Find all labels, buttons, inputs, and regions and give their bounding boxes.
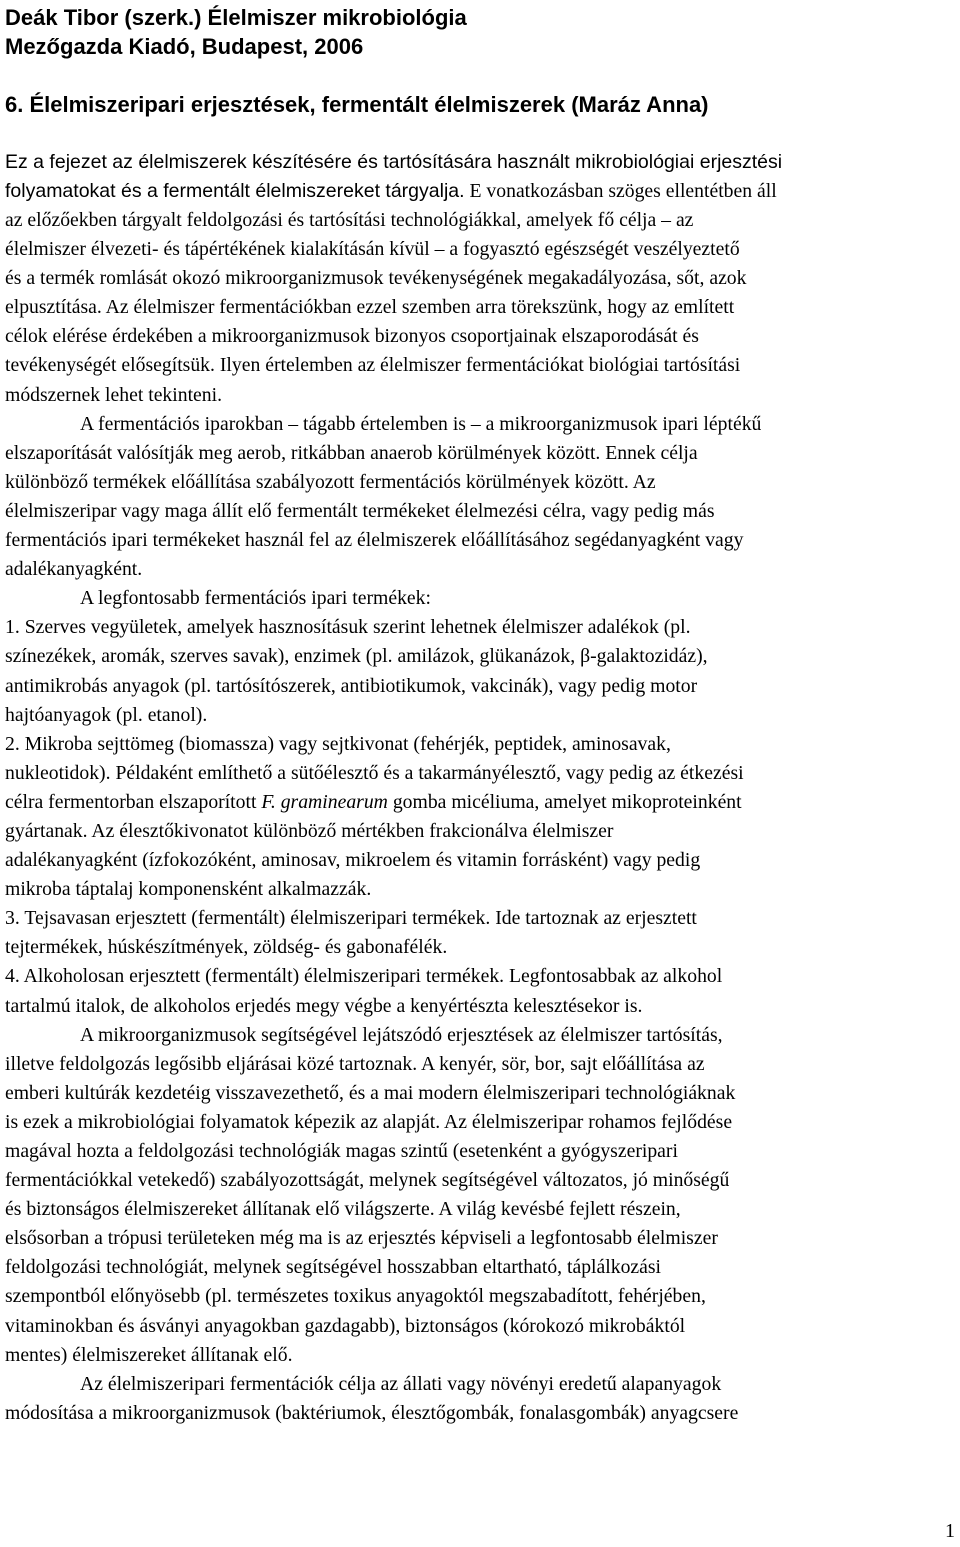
text-line: is ezek a mikrobiológiai folyamatok képezik az alapját. Az élelmiszeripar rohamos fejlődése <box>5 1110 733 1133</box>
text-span: E vonatkozásban szöges ellentétben áll <box>464 180 777 202</box>
text-line: adalékanyagként. <box>5 558 143 581</box>
text-line: mentes) élelmiszereket állítanak elő. <box>5 1343 293 1366</box>
book-reference <box>5 3 955 61</box>
list-item-1: 1. Szerves vegyületek, amelyek hasznosításuk szerint lehetnek élelmiszer adalékok (pl. <box>5 616 691 639</box>
text-line: A mikroorganizmusok segítségével lejátszódó erjesztések az élelmiszer tartósítás, <box>80 1023 723 1046</box>
text-line: elsősorban a trópusi területeken még ma is az erjesztés képviseli a legfontosabb élelmiszer <box>5 1227 718 1250</box>
text-line <box>5 788 955 817</box>
text-line: feldolgozási technológiát, melynek segítségével hosszabban eltartható, táplálkozási <box>5 1256 662 1279</box>
text-line: tejtermékek, húskészítmények, zöldség- és gabonafélék. <box>5 936 448 959</box>
text-line: különböző termékek előállítása szabályozott fermentációs körülmények között. Az <box>5 470 656 493</box>
text-line: gyártanak. Az élesztőkivonatot különböző mértékben frakcionálva élelmiszer <box>5 819 614 842</box>
text-line: emberi kultúrák kezdetéig visszavezethető, és a mai modern élelmiszeripari technológiáknak <box>5 1081 736 1104</box>
text-line: szempontból előnyösebb (pl. természetes toxikus anyagoktól megszabadított, fehérjében, <box>5 1285 706 1308</box>
text-line: az előzőekben tárgyalt feldolgozási és tartósítási technológiákkal, amelyek fő célja – az <box>5 209 694 231</box>
text-span: célra fermentorban elszaporított <box>5 790 262 813</box>
text-line: és a termék romlását okozó mikroorganizmusok tevékenységének megakadályozása, sőt, azok <box>5 267 747 290</box>
text-line: A legfontosabb fermentációs ipari termékek: <box>80 587 431 610</box>
text-line: tevékenységét elősegítsük. Ilyen értelemben az élelmiszer fermentációkat biológiai tartósítási <box>5 354 741 377</box>
text-line: fermentációs ipari termékeket használ fel az élelmiszerek előállításához segédanyagként vagy <box>5 529 744 552</box>
text-line: elpusztítása. Az élelmiszer fermentációkban ezzel szemben arra törekszünk, hogy az említett <box>5 296 735 319</box>
text-span: gomba micéliuma, amelyet mikoproteinként <box>387 790 742 813</box>
intro-paragraph <box>5 148 955 206</box>
text-line: A fermentációs iparokban – tágabb értelemben is – a mikroorganizmusok ipari léptékű <box>80 412 762 435</box>
publisher-line: Mezőgazda Kiadó, Budapest, 2006 <box>5 34 364 59</box>
text-line: vitaminokban és ásványi anyagokban gazdagabb), biztonságos (kórokozó mikrobáktól <box>5 1314 686 1337</box>
text-line: adalékanyagként (ízfokozóként, aminosav, mikroelem és vitamin forrásként) vagy pedig <box>5 849 701 872</box>
text-line: és biztonságos élelmiszereket állítanak elő világszerte. A világ kevésbé fejlett részein, <box>5 1198 681 1221</box>
text-line: nukleotidok). Példaként említhető a sütőélesztő és a takarmányélesztő, vagy pedig az étkezési <box>5 761 744 784</box>
book-title-line: Deák Tibor (szerk.) Élelmiszer mikrobiológia <box>5 5 467 30</box>
text-line: fermentációkkal vetekedő) szabályozottságát, melynek segítségével változatos, jó minőségű <box>5 1169 730 1192</box>
text-line: tartalmú italok, de alkoholos erjedés megy végbe a kenyértészta kelesztésekor is. <box>5 994 643 1017</box>
text-line <box>5 177 955 206</box>
text-line: Ez a fejezet az élelmiszerek készítésére és tartósítására használt mikrobiológiai erjesztési <box>5 151 783 173</box>
list-item-3: 3. Tejsavasan erjesztett (fermentált) élelmiszeripari termékek. Ide tartoznak az erjesztett <box>5 907 697 930</box>
text-line: élelmiszer élvezeti- és tápértékének kialakításán kívül – a fogyasztó egészségét veszélyeztető <box>5 238 740 261</box>
species-name: F. graminearum <box>261 790 388 813</box>
list-item-4: 4. Alkoholosan erjesztett (fermentált) élelmiszeripari termékek. Legfontosabbak az alkohol <box>5 965 723 988</box>
text-line: módszernek lehet tekinteni. <box>5 383 223 406</box>
text-line: Az élelmiszeripari fermentációk célja az állati vagy növényi eredetű alapanyagok <box>80 1372 722 1395</box>
text-line: célok elérése érdekében a mikroorganizmusok bizonyos csoportjainak elszaporodását és <box>5 325 699 348</box>
text-line: illetve feldolgozás legősibb eljárásai közé tartoznak. A kenyér, sör, bor, sajt előállítása az <box>5 1052 705 1075</box>
text-span: folyamatokat és a fermentált élelmiszereket tárgyalja. <box>5 180 465 202</box>
text-line: antimikrobás anyagok (pl. tartósítószerek, antibiotikumok, vakcinák), vagy pedig motor <box>5 674 698 697</box>
document-page <box>5 0 955 1428</box>
text-line: magával hozta a feldolgozási technológiák magas szintű (esetenként a gyógyszeripari <box>5 1140 678 1162</box>
text-line: elszaporítását valósítják meg aerob, ritkábban anaerob körülmények között. Ennek célja <box>5 441 698 464</box>
text-line: élelmiszeripar vagy maga állít elő fermentált termékeket élelmezési célra, vagy pedig más <box>5 499 715 522</box>
text-line: mikroba táptalaj komponensként alkalmazzák. <box>5 878 372 901</box>
text-line: hajtóanyagok (pl. etanol). <box>5 703 208 726</box>
list-item-2: 2. Mikroba sejttömeg (biomassza) vagy sejtkivonat (fehérjék, peptidek, aminosavak, <box>5 732 671 755</box>
body-text <box>5 206 955 1428</box>
page-number: 1 <box>945 1520 955 1542</box>
chapter-title: 6. Élelmiszeripari erjesztések, fermentált élelmiszerek (Maráz Anna) <box>5 92 709 117</box>
text-line: színezékek, aromák, szerves savak), enzimek (pl. amilázok, glükanázok, β-galaktozidáz), <box>5 645 708 668</box>
text-line: módosítása a mikroorganizmusok (baktériumok, élesztőgombák, fonalasgombák) anyagcsere <box>5 1401 739 1424</box>
